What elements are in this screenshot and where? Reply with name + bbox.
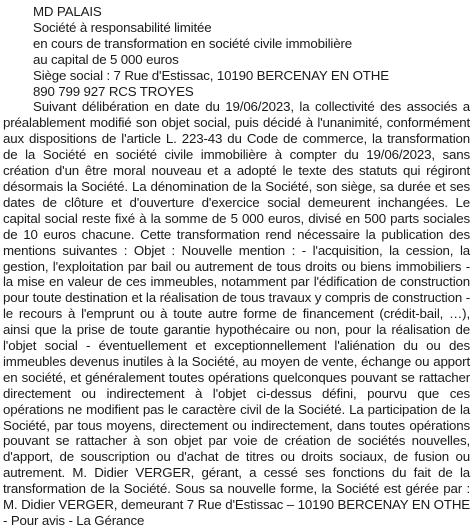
company-capital: au capital de 5 000 euros <box>33 51 179 67</box>
company-transformation-status: en cours de transformation en société civile immobilière <box>33 35 352 51</box>
notice-body: Suivant délibération en date du 19/06/2023, la collectivité des associés a préalablement modifié son objet social, puis décidé à l'unanimité, conformément aux dispositions de l'article L. 223-43 du Code de commerce, la transformation de la Société en société civile immobilière à compter du 19/06/2023, sans création d'un être moral nouveau et a adopté le texte des statuts qui régiront désormais la Société. La dénomination de la Société, son siège, sa durée et ses dates de clôture et d'ouverture d'exercice social demeurent inchangées. Le capital social reste fixé à la somme de 5 000 euros, divisé en 500 parts sociales de 10 euros chacune. Cette transformation rend nécessaire la publication des mentions suivantes : Objet : Nouvelle mention : - l'acquisition, la cession, la gestion, l'exploitation par bail ou autrement de tous droits ou biens immobiliers - la mise en valeur de ces immeubles, notamment par l'édification de construction pour toute destination et la réalisation de tous travaux y compris de construction - le recours à l'emprunt ou à toute autre forme de financement (crédit-bail, …), ainsi que la prise de toute garantie hypothécaire ou non, pour la réalisation de l'objet social - éventuellement et exceptionnellement l'aliénation du ou des immeubles devenus inutiles à la Société, au moyen de vente, échange ou apport en société, et généralement toutes opérations quelconques pouvant se rattacher directement ou indirectement à l'objet ci-dessus défini, pourvu que ces opérations ne modifient pas le caractère civil de la Société. La participation de la Société, par tous moyens, directement ou indirectement, dans toutes opérations pouvant se rattacher à son objet par voie de création de sociétés nouvelles, d'apport, de souscription ou d'achat de titres ou droits sociaux, de fusion ou autrement. M. Didier VERGER, gérant, a cessé ses fonctions du fait de la transformation de la Société. Sous sa nouvelle forme, la Société est gérée par : M. Didier VERGER, demeurant 7 Rue d'Estissac – 10190 BERCENAY EN OTHE - Pour avis - La Gérance <box>3 99 470 528</box>
company-registration-number: 890 799 927 RCS TROYES <box>33 83 194 99</box>
company-name: MD PALAIS <box>33 4 102 19</box>
company-registered-office: Siège social : 7 Rue d'Estissac, 10190 BERCENAY EN OTHE <box>33 67 389 83</box>
company-legal-form: Société à responsabilité limitée <box>33 19 212 35</box>
